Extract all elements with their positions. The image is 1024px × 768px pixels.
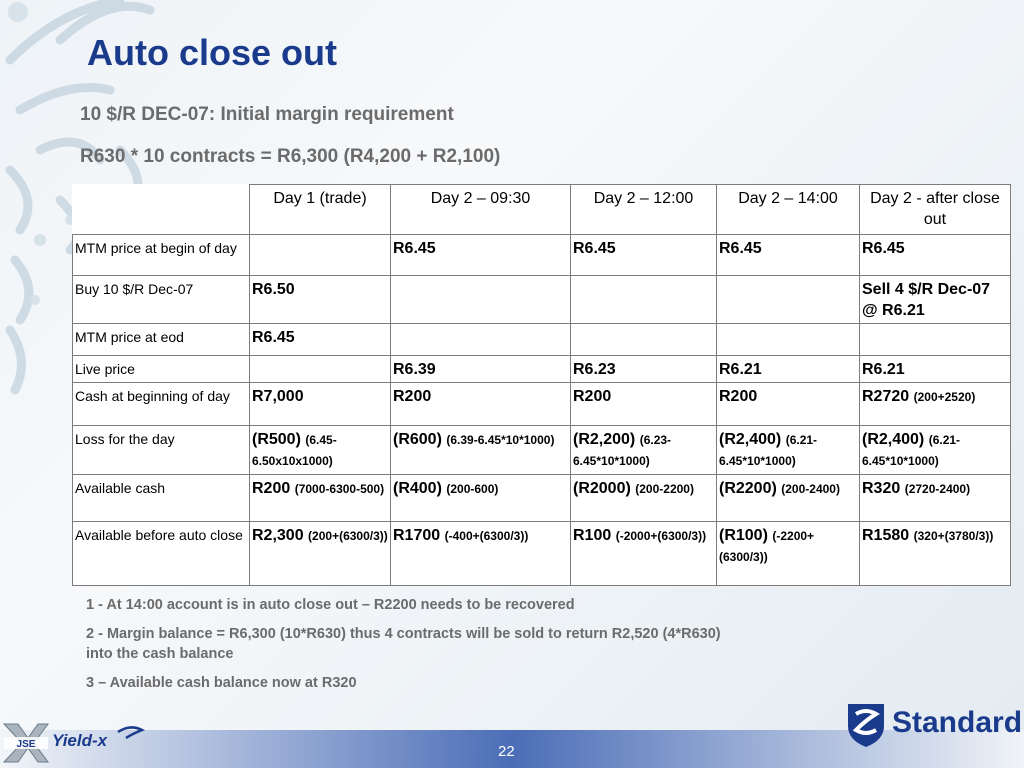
- jse-yield-x-logo: [0, 718, 150, 764]
- cell-value: R1580: [862, 527, 910, 544]
- cell-value: R6.23: [573, 361, 616, 378]
- table-cell: [250, 426, 391, 475]
- cell-note: (-2000+(6300/3)): [615, 529, 707, 543]
- table-cell: [717, 475, 860, 522]
- subtitle-margin-requirement: 10 $/R DEC-07: Initial margin requirement: [80, 104, 454, 125]
- table-cell: [571, 235, 717, 276]
- table-row: [73, 235, 1011, 276]
- table-cell: [571, 426, 717, 475]
- table-cell: [250, 324, 391, 356]
- table-cell: [391, 356, 571, 383]
- table-cell: [571, 324, 717, 356]
- shield-icon: [846, 702, 886, 748]
- cell-value: R100: [573, 527, 612, 544]
- cell-note: (200+2520): [913, 390, 976, 404]
- cell-note: (6.45-6.50x10x1000): [252, 433, 337, 468]
- cell-note: (200-2400): [781, 482, 840, 496]
- cell-value: (R2,400): [862, 431, 925, 448]
- cell-value: R6.45: [393, 240, 436, 257]
- table-cell: [391, 235, 571, 276]
- cell-value: R6.39: [393, 361, 436, 378]
- table-row: [73, 522, 1011, 586]
- row-label: MTM price at eod: [73, 324, 250, 356]
- table-row: [73, 356, 1011, 383]
- cell-value: R6.50: [252, 281, 295, 298]
- slide-title: Auto close out: [87, 32, 337, 73]
- table-cell: [571, 522, 717, 586]
- table-cell: [250, 475, 391, 522]
- cell-value: (R100): [719, 527, 768, 544]
- table-cell: [391, 276, 571, 324]
- table-cell: [250, 356, 391, 383]
- table-cell: [250, 235, 391, 276]
- table-cell: [391, 475, 571, 522]
- cell-note: (6.39-6.45*10*1000): [446, 433, 555, 447]
- header-day2-1400: Day 2 – 14:00: [717, 185, 860, 235]
- cell-value: R6.21: [862, 361, 905, 378]
- table-cell: [391, 324, 571, 356]
- cell-value: R7,000: [252, 388, 304, 405]
- table-cell: [391, 522, 571, 586]
- footnote-1: 1 - At 14:00 account is in auto close out – R2200 needs to be recovered: [86, 597, 575, 613]
- footnote-2: 2 - Margin balance = R6,300 (10*R630) thus 4 contracts will be sold to return R2,520 (4*R630) into the cash balance: [86, 626, 721, 662]
- header-row: [73, 185, 1011, 235]
- cell-value: R200: [252, 480, 291, 497]
- cell-value: (R600): [393, 431, 442, 448]
- footnote-3: 3 – Available cash balance now at R320: [86, 675, 357, 691]
- table-cell: [391, 426, 571, 475]
- row-label: Available before auto close: [73, 522, 250, 586]
- table-cell: [860, 383, 1011, 426]
- header-day2-after-close-out: Day 2 - after close out: [860, 185, 1011, 235]
- cell-value: R1700: [393, 527, 441, 544]
- cell-note: (-2200+(6300/3)): [719, 529, 815, 564]
- yield-x-wordmark: Yield-x: [52, 731, 108, 750]
- row-label: MTM price at begin of day: [73, 235, 250, 276]
- table-cell: [717, 324, 860, 356]
- row-label: Loss for the day: [73, 426, 250, 475]
- cell-note: (6.21-6.45*10*1000): [862, 433, 961, 468]
- cell-note: (6.21-6.45*10*1000): [719, 433, 818, 468]
- table-cell: [250, 522, 391, 586]
- header-day2-0930: Day 2 – 09:30: [391, 185, 571, 235]
- cell-value: R200: [573, 388, 612, 405]
- header-day2-1200: Day 2 – 12:00: [571, 185, 717, 235]
- table-cell: [860, 426, 1011, 475]
- auto-close-out-table: [72, 184, 1011, 586]
- table-cell: [860, 475, 1011, 522]
- cell-value: (R400): [393, 480, 442, 497]
- table-cell: [717, 426, 860, 475]
- table-row: [73, 383, 1011, 426]
- row-label: Available cash: [73, 475, 250, 522]
- table-row: [73, 426, 1011, 475]
- jse-x-mark-icon: [4, 724, 48, 762]
- row-label: Cash at beginning of day: [73, 383, 250, 426]
- cell-value: (R500): [252, 431, 301, 448]
- cell-value: (R2000): [573, 480, 631, 497]
- table-cell: [717, 522, 860, 586]
- cell-value: R2,300: [252, 527, 304, 544]
- standard-wordmark: Standard: [892, 706, 1023, 739]
- table-cell: [571, 383, 717, 426]
- table-cell: [571, 475, 717, 522]
- cell-value: R2720: [862, 388, 910, 405]
- cell-note: (2720-2400): [904, 482, 971, 496]
- cell-value: R6.21: [719, 361, 762, 378]
- cell-value: (R2200): [719, 480, 777, 497]
- cell-value: Sell 4 $/R Dec-07 @ R6.21: [862, 281, 991, 319]
- table-cell: [717, 276, 860, 324]
- page-number: 22: [498, 743, 515, 760]
- table-cell: [717, 383, 860, 426]
- header-day1-trade: Day 1 (trade): [250, 185, 391, 235]
- cell-note: (-400+(6300/3)): [444, 529, 529, 543]
- cell-note: (200+(6300/3)): [308, 529, 388, 543]
- cell-note: (200-2200): [635, 482, 694, 496]
- table-cell: [571, 276, 717, 324]
- table-cell: [391, 383, 571, 426]
- jse-mark-text: JSE: [16, 739, 36, 750]
- table-cell: [860, 522, 1011, 586]
- cell-value: (R2,200): [573, 431, 636, 448]
- cell-value: R6.45: [719, 240, 762, 257]
- table-cell: [250, 276, 391, 324]
- table-cell: [250, 383, 391, 426]
- table-cell: [860, 235, 1011, 276]
- table-cell: [717, 356, 860, 383]
- table-cell: [860, 276, 1011, 324]
- table-cell: [717, 235, 860, 276]
- table-row: [73, 475, 1011, 522]
- standard-bank-logo: [846, 700, 1023, 750]
- cell-value: R6.45: [862, 240, 905, 257]
- cell-value: R6.45: [252, 329, 295, 346]
- cell-value: R200: [393, 388, 432, 405]
- footnotes: [86, 595, 726, 702]
- cell-value: R200: [719, 388, 758, 405]
- cell-note: (7000-6300-500): [294, 482, 385, 496]
- row-label: Live price: [73, 356, 250, 383]
- cell-value: (R2,400): [719, 431, 782, 448]
- table-row: [73, 276, 1011, 324]
- cell-note: (320+(3780/3)): [913, 529, 994, 543]
- table-row: [73, 324, 1011, 356]
- subtitle-margin-calculation: R630 * 10 contracts = R6,300 (R4,200 + R2,100): [80, 146, 501, 167]
- header-empty-corner: [73, 185, 250, 235]
- table-cell: [571, 356, 717, 383]
- cell-value: R320: [862, 480, 901, 497]
- cell-note: (6.23-6.45*10*1000): [573, 433, 672, 468]
- cell-value: R6.45: [573, 240, 616, 257]
- table-cell: [860, 324, 1011, 356]
- table-cell: [860, 356, 1011, 383]
- row-label: Buy 10 $/R Dec-07: [73, 276, 250, 324]
- cell-note: (200-600): [446, 482, 499, 496]
